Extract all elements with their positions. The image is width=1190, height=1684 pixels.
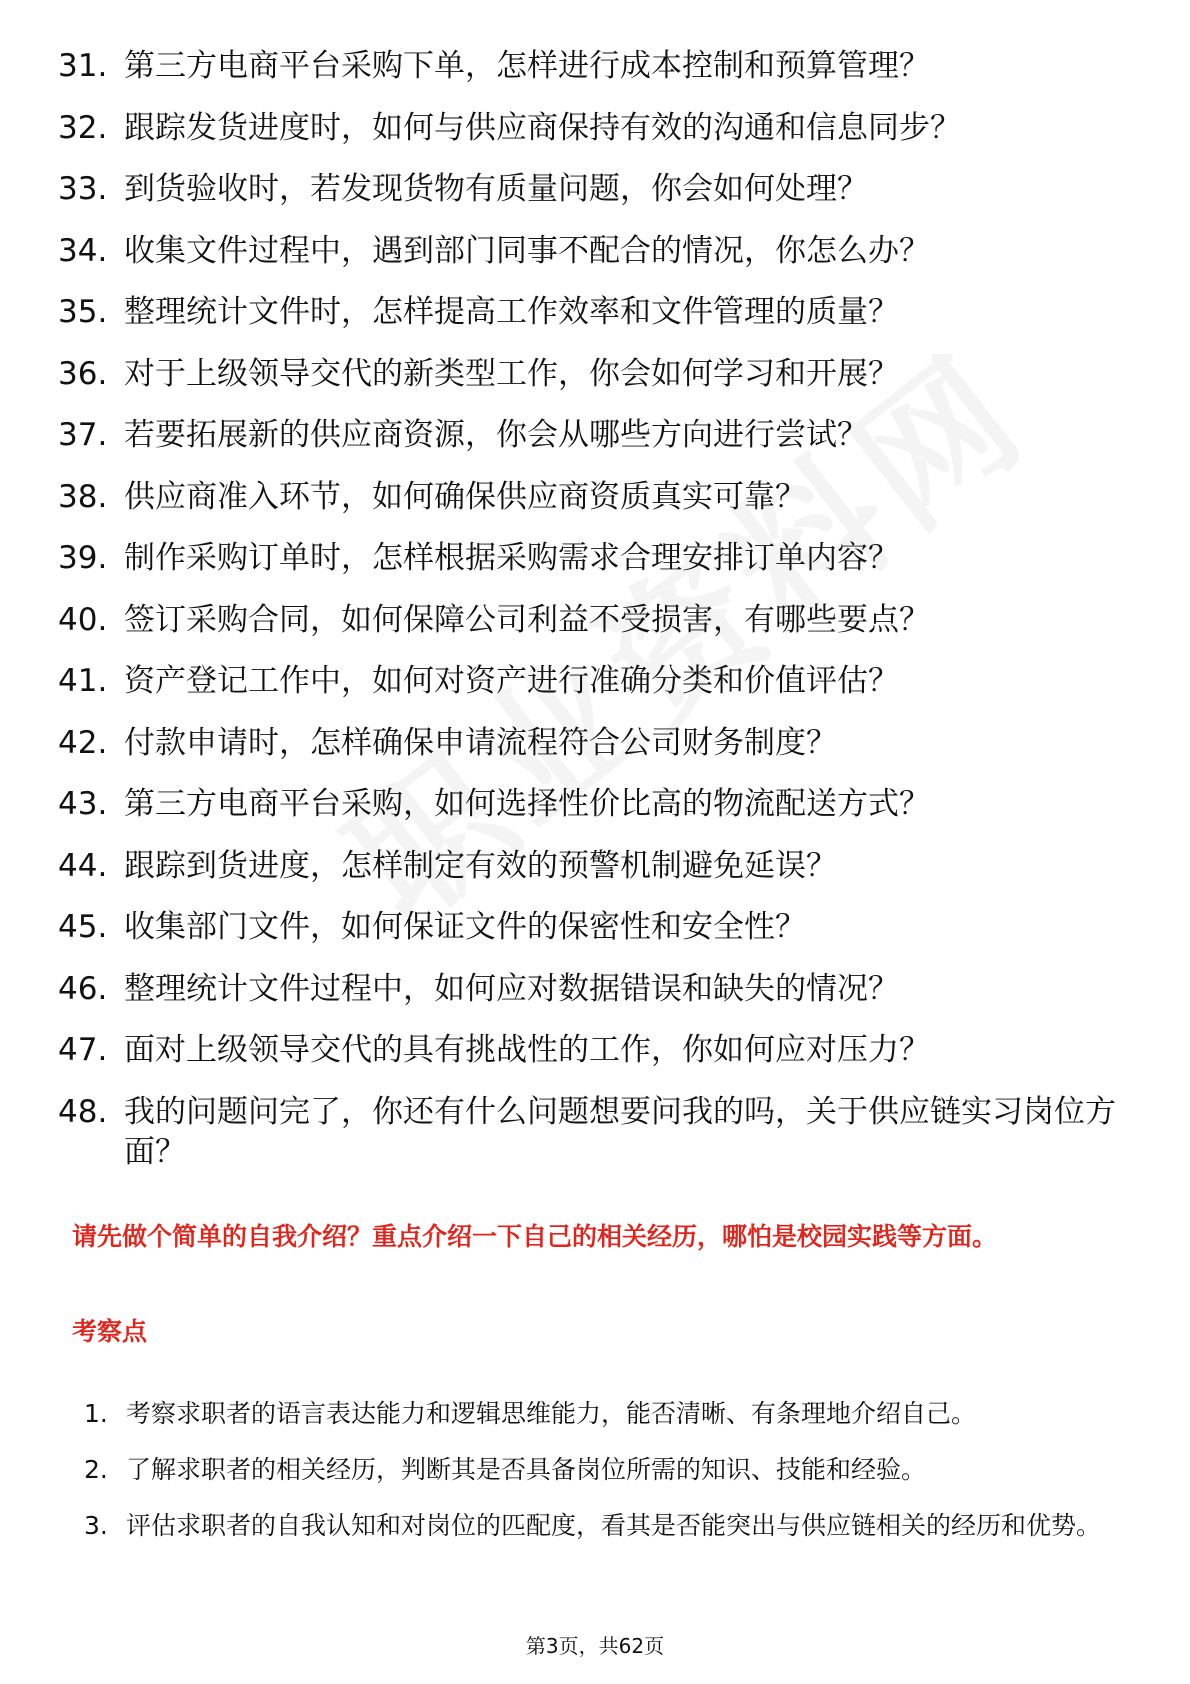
list-item — [58, 1030, 1118, 1070]
section-heading: 请先做个简单的自我介绍？重点介绍一下自己的相关经历，哪怕是校园实践等方面。 — [72, 1222, 998, 1251]
section-subheading: 考察点 — [72, 1317, 148, 1346]
question-number: 45. — [58, 909, 108, 945]
point-text: 考察求职者的语言表达能力和逻辑思维能力，能否清晰、有条理地介绍自己。 — [126, 1399, 977, 1428]
question-number: 36. — [58, 355, 108, 392]
question-text: 跟踪到货进度，怎样制定有效的预警机制避免延误？ — [124, 847, 837, 884]
point-number: 3. — [84, 1511, 108, 1540]
list-item — [58, 477, 1118, 517]
list-item — [58, 969, 1118, 1009]
list-item — [58, 600, 1118, 640]
question-number: 46. — [58, 970, 108, 1007]
assessment-points-list — [84, 1386, 1124, 1554]
question-text: 面对上级领导交代的具有挑战性的工作，你如何应对压力？ — [124, 1032, 930, 1068]
question-text: 收集部门文件，如何保证文件的保密性和安全性？ — [124, 909, 806, 945]
question-text: 签订采购合同，如何保障公司利益不受损害，有哪些要点？ — [124, 601, 930, 638]
list-item — [58, 169, 1118, 209]
question-text: 第三方电商平台采购下单，怎样进行成本控制和预算管理？ — [124, 48, 930, 84]
question-number: 47. — [58, 1032, 108, 1068]
question-number: 35. — [58, 294, 108, 330]
list-item — [58, 723, 1118, 763]
list-item — [58, 231, 1118, 271]
list-item — [58, 538, 1118, 578]
list-item — [58, 784, 1118, 824]
question-text: 到货验收时，若发现货物有质量问题，你会如何处理？ — [124, 171, 868, 207]
question-number: 38. — [58, 478, 108, 515]
question-text: 资产登记工作中，如何对资产进行准确分类和价值评估？ — [124, 663, 899, 699]
question-number: 32. — [58, 109, 108, 146]
question-number: 40. — [58, 601, 108, 638]
question-number: 44. — [58, 847, 108, 884]
list-item — [58, 661, 1118, 701]
question-text: 付款申请时，怎样确保申请流程符合公司财务制度？ — [124, 724, 837, 761]
question-text: 第三方电商平台采购，如何选择性价比高的物流配送方式？ — [124, 786, 930, 822]
point-number: 2. — [84, 1455, 108, 1484]
list-item — [58, 1092, 1118, 1172]
question-text: 对于上级领导交代的新类型工作，你会如何学习和开展？ — [124, 355, 899, 392]
list-item — [58, 415, 1118, 455]
question-text: 制作采购订单时，怎样根据采购需求合理安排订单内容？ — [124, 540, 899, 576]
question-number: 31. — [58, 48, 108, 84]
question-list — [58, 46, 1118, 1172]
list-item — [58, 354, 1118, 394]
point-number: 1. — [84, 1399, 108, 1428]
question-text: 跟踪发货进度时，如何与供应商保持有效的沟通和信息同步？ — [124, 109, 961, 146]
list-item — [84, 1386, 1124, 1442]
question-text: 供应商准入环节，如何确保供应商资质真实可靠？ — [124, 478, 806, 515]
list-item — [84, 1498, 1124, 1554]
question-text: 我的问题问完了，你还有什么问题想要问我的吗，关于供应链实习岗位方面？ — [124, 1093, 1116, 1170]
question-text: 若要拓展新的供应商资源，你会从哪些方向进行尝试？ — [124, 417, 868, 453]
question-number: 33. — [58, 171, 108, 207]
list-item — [58, 292, 1118, 332]
question-text: 收集文件过程中，遇到部门同事不配合的情况，你怎么办？ — [124, 232, 930, 269]
point-text: 评估求职者的自我认知和对岗位的匹配度，看其是否能突出与供应链相关的经历和优势。 — [126, 1511, 1102, 1540]
question-number: 37. — [58, 417, 108, 453]
question-number: 39. — [58, 540, 108, 576]
list-item — [58, 46, 1118, 86]
page-number: 第3页，共62页 — [525, 1634, 665, 1658]
list-item — [58, 907, 1118, 947]
question-number: 43. — [58, 786, 108, 822]
list-item — [84, 1442, 1124, 1498]
question-text: 整理统计文件过程中，如何应对数据错误和缺失的情况？ — [124, 970, 899, 1007]
list-item — [58, 108, 1118, 148]
question-number: 41. — [58, 663, 108, 699]
list-item — [58, 846, 1118, 886]
question-number: 42. — [58, 724, 108, 761]
point-text: 了解求职者的相关经历，判断其是否具备岗位所需的知识、技能和经验。 — [126, 1455, 927, 1484]
question-number: 48. — [58, 1093, 108, 1130]
question-number: 34. — [58, 232, 108, 269]
question-text: 整理统计文件时，怎样提高工作效率和文件管理的质量？ — [124, 294, 899, 330]
